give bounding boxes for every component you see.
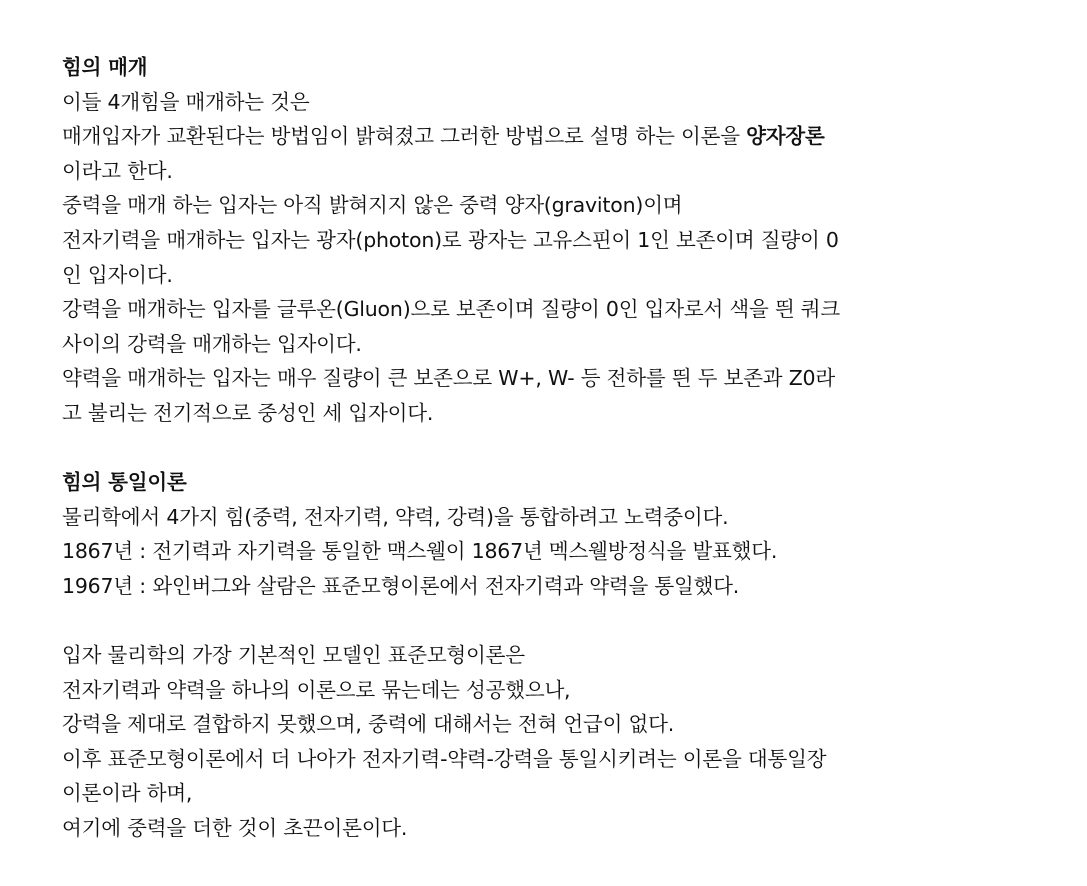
- blank-line: [62, 431, 1062, 466]
- paragraph-line: 인 입자이다.: [62, 262, 173, 287]
- paragraph-line: 약력을 매개하는 입자는 매우 질량이 큰 보존으로 W+, W- 등 전하를 띈 두 보존과 Z0라: [62, 366, 836, 391]
- paragraph-line: 전자기력과 약력을 하나의 이론으로 묶는데는 성공했으나,: [62, 677, 571, 702]
- paragraph-line: 중력을 매개 하는 입자는 아직 밝혀지지 않은 중력 양자(graviton)이며: [62, 193, 683, 218]
- paragraph-line: 이들 4개힘을 매개하는 것은: [62, 89, 310, 114]
- paragraph-line: 이론이라 하며,: [62, 781, 193, 806]
- paragraph-line: 1867년 : 전기력과 자기력을 통일한 맥스웰이 1867년 멕스웰방정식을 발표했다.: [62, 539, 778, 564]
- section-heading-force-mediation: 힘의 매개: [62, 55, 148, 79]
- paragraph-line: 고 불리는 전기적으로 중성인 세 입자이다.: [62, 400, 434, 425]
- paragraph-line: 강력을 매개하는 입자를 글루온(Gluon)으로 보존이며 질량이 0인 입자로서 색을 띈 쿼크: [62, 297, 841, 322]
- document-body: [62, 50, 1062, 846]
- paragraph-line: [62, 119, 1062, 154]
- blank-line: [62, 604, 1062, 639]
- paragraph-line: 입자 물리학의 가장 기본적인 모델인 표준모형이론은: [62, 643, 525, 668]
- paragraph-line: 이라고 한다.: [62, 158, 173, 183]
- paragraph-line: 물리학에서 4가지 힘(중력, 전자기력, 약력, 강력)을 통합하려고 노력중이다.: [62, 504, 729, 529]
- paragraph-line: 강력을 제대로 결합하지 못했으며, 중력에 대해서는 전혀 언급이 없다.: [62, 712, 675, 737]
- paragraph-text: 매개입자가 교환된다는 방법임이 밝혀졌고 그러한 방법으로 설명 하는 이론을: [62, 124, 747, 149]
- paragraph-line: 1967년 : 와인버그와 살람은 표준모형이론에서 전자기력과 약력을 통일했다.: [62, 573, 740, 598]
- paragraph-line: 전자기력을 매개하는 입자는 광자(photon)로 광자는 고유스핀이 1인 보존이며 질량이 0: [62, 227, 839, 252]
- paragraph-line: 사이의 강력을 매개하는 입자이다.: [62, 331, 362, 356]
- paragraph-line: 여기에 중력을 더한 것이 초끈이론이다.: [62, 816, 408, 841]
- paragraph-line: 이후 표준모형이론에서 더 나아가 전자기력-약력-강력을 통일시키려는 이론을 대통일장: [62, 746, 827, 771]
- bold-term-quantum-field-theory: 양자장론: [746, 124, 825, 149]
- section-heading-unified-theory: 힘의 통일이론: [62, 470, 187, 495]
